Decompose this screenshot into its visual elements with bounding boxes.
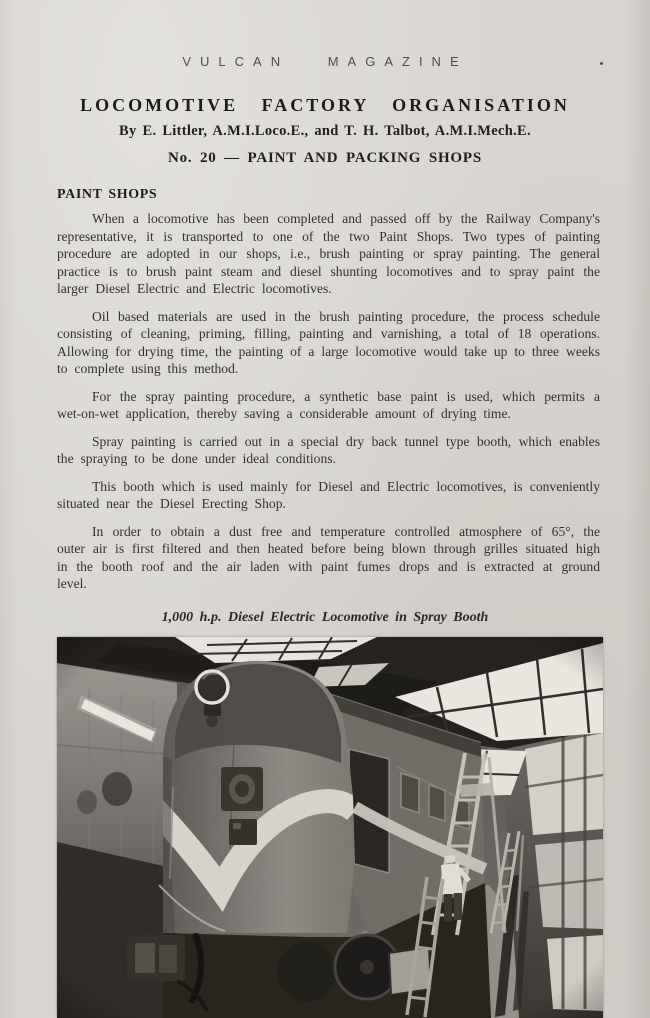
body-paragraph-5: This booth which is used mainly for Diesel and Electric locomotives, is conveniently situated near the Diesel Erecting Shop.: [57, 478, 600, 511]
magazine-masthead: VULCAN MAGAZINE: [182, 54, 468, 69]
article-title: LOCOMOTIVE FACTORY ORGANISATION: [80, 95, 570, 115]
body-paragraph-4: Spray painting is carried out in a special dry back tunnel type booth, which enables the spraying to be done under ideal conditions.: [57, 433, 600, 466]
body-paragraph-6: In order to obtain a dust free and temperature controlled atmosphere of 65°, the outer air is first filtered and then heated before being blown through grilles situated high in the booth roof and the air laden with paint fumes drops and is extracted at ground level.: [57, 523, 600, 591]
body-paragraph-3: For the spray painting procedure, a synthetic base paint is used, which permits a wet-on-wet application, thereby saving a considerable amount of drying time.: [57, 388, 600, 421]
article-byline: By E. Littler, A.M.I.Loco.E., and T. H. Talbot, A.M.I.Mech.E.: [119, 123, 531, 139]
section-heading: PAINT SHOPS: [57, 187, 158, 202]
photo-caption: 1,000 h.p. Diesel Electric Locomotive in Spray Booth: [161, 610, 489, 625]
body-paragraph-1: When a locomotive has been completed and passed off by the Railway Company's representative, it is transported to one of the two Paint Shops. Two types of painting procedure are adopted in our shops, i.e., brush painting or spray painting. The general practice is to brush paint steam and diesel shunting locomotives and to spray paint the larger Diesel Electric and Electric locomotives.: [57, 211, 600, 296]
article-issue-heading: No. 20 — PAINT AND PACKING SHOPS: [167, 150, 483, 166]
article-body: [57, 187, 600, 603]
photo-vignette: [57, 637, 603, 1018]
spray-booth-photo-art: [57, 637, 603, 1018]
spray-booth-photo: [57, 637, 603, 1018]
scan-speck: [600, 62, 603, 65]
body-paragraph-2: Oil based materials are used in the brush painting procedure, the process schedule consisting of cleaning, priming, filling, painting and varnishing, a total of 18 operations. Allowing for drying time, the painting of a large locomotive would take up to three weeks to complete using this method.: [57, 308, 600, 376]
